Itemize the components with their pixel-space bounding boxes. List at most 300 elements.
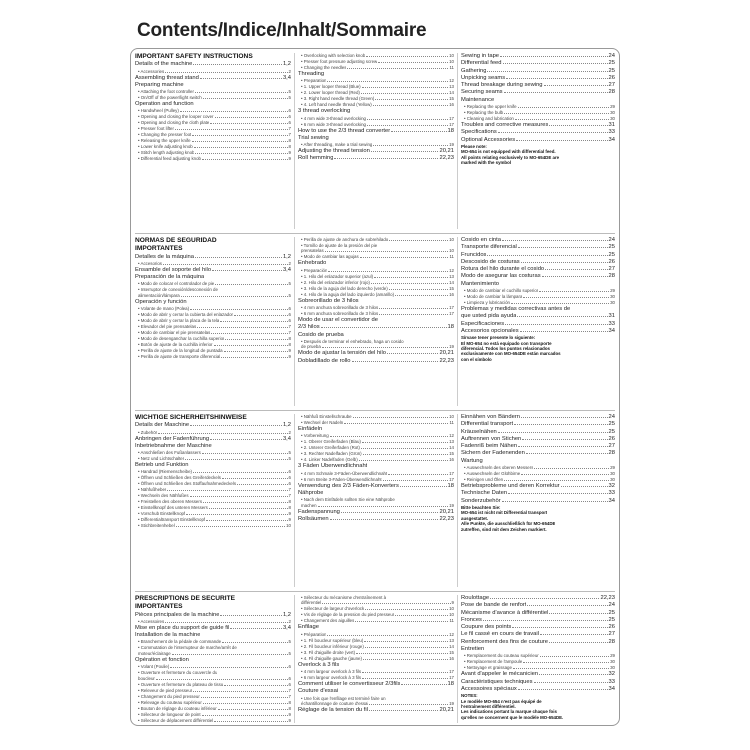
toc-entry-page: 30 xyxy=(610,116,615,122)
column-divider xyxy=(294,53,295,229)
dot-leader xyxy=(361,448,448,449)
dot-leader xyxy=(517,316,607,317)
toc-entry-page: 25 xyxy=(608,251,615,258)
toc-entry xyxy=(298,148,454,155)
toc-entry-page: 17 xyxy=(449,305,454,310)
toc-entry-page: 20,21 xyxy=(439,508,454,515)
toc-entry-title: • Changement des aiguilles xyxy=(301,618,355,624)
toc-entry-title: que usted pida ayuda xyxy=(461,313,517,320)
dot-leader xyxy=(176,526,285,527)
toc-entry xyxy=(298,155,454,162)
dot-leader xyxy=(360,257,449,258)
toc-entry-title: Preparación de la máquina xyxy=(135,274,205,281)
dot-leader xyxy=(504,92,608,93)
dot-leader xyxy=(192,135,287,136)
toc-entry-title: prensatelas xyxy=(301,248,324,254)
dot-leader xyxy=(514,424,607,425)
toc-entry-title: • Volant (Poulie) xyxy=(138,664,170,670)
toc-entry-title: Le modèle MO-654 n'est pas équipé de xyxy=(461,698,542,704)
toc-entry-page: 14 xyxy=(449,90,454,96)
toc-entry-page: 33 xyxy=(608,320,615,327)
toc-entry-page: 29 xyxy=(610,288,615,294)
toc-entry xyxy=(298,707,454,714)
toc-entry xyxy=(298,681,454,688)
toc-entry-title: échantillonnage de couture d'essai xyxy=(301,701,369,706)
toc-entry-title: • Modo de cambiar el pie prensatelas xyxy=(138,330,211,336)
dot-leader xyxy=(163,264,288,265)
section-fr-column-1 xyxy=(135,591,291,726)
toc-entry-title: boucleur xyxy=(138,675,155,681)
toc-entry-title: Please note: xyxy=(461,143,487,149)
toc-entry-title: • Attaching the foot controller xyxy=(138,89,194,95)
dot-leader xyxy=(520,331,608,332)
toc-entry-title: • Une fois que l'enfilage est terminé faire un xyxy=(301,695,386,701)
toc-entry xyxy=(461,610,615,617)
dot-leader xyxy=(356,653,448,654)
toc-entry-title: Mécanisme d'avance à différentiel xyxy=(461,609,549,616)
toc-entry xyxy=(135,156,291,162)
toc-entry-title: • Presser foot lifter xyxy=(138,126,174,132)
toc-entry-title: Differential feed xyxy=(461,60,502,67)
dot-leader xyxy=(322,347,448,348)
toc-entry-title: • Freistellen des oberen Messers xyxy=(138,499,203,505)
toc-entry xyxy=(461,595,615,602)
toc-entry-page: 12 xyxy=(449,433,454,439)
toc-entry-title: • 3. Fil d'aiguille droite (vert) xyxy=(301,649,356,655)
toc-entry xyxy=(135,612,291,619)
toc-entry xyxy=(135,245,291,253)
toc-entry-title: machen xyxy=(301,502,317,508)
toc-entry-title: Mantenimiento xyxy=(461,280,500,287)
toc-entry xyxy=(461,321,615,328)
toc-entry-title: • 4 mm largeur overlock à 3 fils xyxy=(301,669,362,674)
toc-entry-page: 7 xyxy=(288,132,291,138)
dot-leader xyxy=(202,159,288,160)
toc-entry-page: 30 xyxy=(610,471,615,477)
toc-entry-page: 1,2 xyxy=(282,253,291,260)
toc-entry-title: Réglage de la tension du fil xyxy=(298,707,368,713)
dot-leader xyxy=(366,56,448,57)
dot-leader xyxy=(218,709,288,710)
toc-entry-page: 26 xyxy=(608,258,615,265)
toc-entry-page: 34 xyxy=(608,685,615,692)
toc-entry-title: • Perilla de ajuste de transporte diferencial xyxy=(138,354,221,360)
toc-entry xyxy=(461,617,615,624)
dot-leader xyxy=(549,613,607,614)
dot-leader xyxy=(209,508,288,509)
toc-entry-title: MO-654 is not equipped with differential feed. xyxy=(461,149,556,155)
toc-entry-page: 13 xyxy=(449,439,454,445)
dot-leader xyxy=(194,147,288,148)
toc-entry-title: Couture d'essai xyxy=(298,688,339,695)
toc-entry xyxy=(135,657,291,664)
toc-entry-title: • Sélecteur du mécanisme d'entraînement à xyxy=(301,595,387,600)
page-title: Contents/Indice/Inhalt/Sommaire xyxy=(137,20,427,41)
dot-leader xyxy=(483,620,608,621)
dot-leader xyxy=(330,436,448,437)
dot-leader xyxy=(540,656,609,657)
toc-entry-page: 11 xyxy=(449,254,454,260)
section-de-column-3 xyxy=(461,410,615,591)
toc-entry-title: • Limpieza y lubricación xyxy=(464,300,510,306)
toc-entry-title: Roulottage xyxy=(461,595,490,601)
toc-entry xyxy=(135,603,291,611)
dot-leader xyxy=(508,493,607,494)
dot-leader xyxy=(540,634,608,635)
column-divider xyxy=(457,595,458,723)
toc-entry-title: • 4 mm Schmale 3-Fäden-Überwendlichnaht xyxy=(301,470,388,476)
toc-entry-title: • Stitch length adjusting knob xyxy=(138,150,195,156)
toc-entry-title: Installation de la machine xyxy=(135,632,201,639)
toc-entry-title: Pièces principales de la machine xyxy=(135,611,220,618)
toc-entry xyxy=(135,595,291,603)
dot-leader xyxy=(172,654,288,655)
toc-entry-page: 15 xyxy=(449,649,454,655)
toc-entry xyxy=(461,624,615,631)
toc-entry-title: Le fil cassé en cours de travail xyxy=(461,631,539,638)
toc-entry-title: • Modo de abrir y cerrar la placa de la tela xyxy=(138,318,220,324)
section-de xyxy=(131,410,619,591)
toc-entry-page: 2 xyxy=(288,429,291,435)
dot-leader xyxy=(362,672,448,673)
toc-entry-title: • Botón de ajuste de la cuchilla inferior xyxy=(138,342,213,348)
dot-leader xyxy=(215,117,288,118)
toc-entry-page: 6 xyxy=(288,475,291,481)
dot-leader xyxy=(181,296,288,297)
toc-entry-title: Detalles de la máquina xyxy=(135,253,194,260)
toc-entry-title: • Elevador del pie prensatelas xyxy=(138,324,197,330)
toc-entry xyxy=(298,108,454,115)
toc-entry-page: 17 xyxy=(449,669,454,674)
toc-entry-page: 7 xyxy=(288,330,291,336)
toc-entry-page: 12 xyxy=(449,631,454,637)
toc-entry-title: Differential transport xyxy=(461,421,514,428)
toc-entry xyxy=(135,82,291,89)
toc-entry xyxy=(461,60,615,67)
toc-entry-page: 8 xyxy=(288,699,291,705)
dot-leader xyxy=(502,240,608,241)
toc-entry-page: 12 xyxy=(449,78,454,84)
dot-leader xyxy=(165,72,287,73)
toc-entry-page: 1,2 xyxy=(282,611,291,618)
dot-leader xyxy=(220,321,287,322)
toc-entry-page: 29 xyxy=(610,104,615,110)
toc-entry-title: Einfädeln xyxy=(298,426,323,432)
dot-leader xyxy=(222,478,288,479)
toc-entry-title: • Auswechseln der Glühbirne xyxy=(464,471,521,477)
toc-entry-page: 6 xyxy=(288,108,291,114)
toc-entry-page: 2 xyxy=(288,618,291,624)
dot-leader xyxy=(215,284,287,285)
toc-entry-title: Opération et fonction xyxy=(135,656,189,663)
toc-entry-title: Entretien xyxy=(461,646,485,653)
toc-entry xyxy=(461,266,615,273)
dot-leader xyxy=(322,603,450,604)
toc-entry xyxy=(135,299,291,306)
dot-leader xyxy=(534,682,608,683)
toc-entry xyxy=(461,281,615,288)
dot-leader xyxy=(503,63,608,64)
section-es-column-1 xyxy=(135,233,291,410)
toc-entry-title: Alle Punkte, die ausschließlich für MO-654DE xyxy=(461,521,556,527)
toc-entry-title: • 4. Fil d'aiguille gauche (jaune) xyxy=(301,655,362,661)
toc-entry-title: • Remplacement de l'ampoule xyxy=(464,659,523,665)
toc-entry-title: • Handwheel (Pulley) xyxy=(138,108,179,114)
toc-entry-title: • Commutation de l'interrupteur de marche/arrêt de xyxy=(138,645,237,651)
toc-entry-page: 11 xyxy=(449,420,454,425)
note-line xyxy=(461,160,615,165)
toc-entry-title: Les indications portant la marque chaque fois xyxy=(461,709,557,715)
toc-entry-title: Modo de usar el convertidor de xyxy=(298,317,378,323)
toc-entry-title: Mise en place du support de guide fil xyxy=(135,624,230,631)
dot-leader xyxy=(193,472,288,473)
note-line xyxy=(461,527,615,532)
dot-leader xyxy=(542,276,608,277)
dot-leader xyxy=(367,119,448,120)
section-es-column-3 xyxy=(461,233,615,410)
toc-entry-page: 11 xyxy=(449,65,454,70)
toc-entry-page: 9 xyxy=(288,517,291,523)
toc-entry xyxy=(461,252,615,259)
toc-entry-page: 12 xyxy=(449,267,454,273)
toc-entry-title: Rollsäumen xyxy=(298,515,329,522)
toc-entry xyxy=(298,662,454,669)
dot-leader xyxy=(165,622,287,623)
toc-entry-title: • Changing the presser foot xyxy=(138,132,192,138)
toc-entry-page: 1,2 xyxy=(282,422,291,429)
dot-leader xyxy=(222,642,287,643)
toc-entry-page: 28 xyxy=(608,450,615,457)
toc-entry-title: • Differential feed adjusting knob xyxy=(138,156,201,162)
toc-entry-page: 10 xyxy=(449,53,454,58)
toc-entry-page: 20,21 xyxy=(439,707,454,713)
toc-entry-page: 33 xyxy=(608,678,615,685)
toc-entry-title: • Nähfußheber xyxy=(138,487,167,493)
column-divider xyxy=(457,414,458,587)
toc-entry-page: 27 xyxy=(608,443,615,450)
toc-entry-page: 30 xyxy=(610,300,615,306)
toc-entry-page: 25 xyxy=(608,421,615,428)
toc-entry-title: Auftrennen von Stichen xyxy=(461,435,522,442)
dot-leader xyxy=(206,520,287,521)
dot-leader xyxy=(212,270,282,271)
toc-entry-title: Details of the machine xyxy=(135,61,193,68)
toc-entry-title: • Changing the needles xyxy=(301,65,347,70)
dot-leader xyxy=(518,446,607,447)
toc-entry-page: 7 xyxy=(288,324,291,330)
toc-entry-title: • Accessories xyxy=(138,68,165,74)
toc-entry-page: 16 xyxy=(449,457,454,463)
toc-entry-page: 5 xyxy=(288,281,291,287)
dot-leader xyxy=(522,439,607,440)
toc-entry-page: 22,23 xyxy=(439,357,454,364)
dot-leader xyxy=(156,679,288,680)
column-divider xyxy=(457,53,458,229)
toc-entry-page: 13 xyxy=(449,84,454,90)
toc-entry-page: 25 xyxy=(608,60,615,67)
dot-leader xyxy=(175,129,288,130)
toc-entry-page: 31 xyxy=(608,122,615,129)
toc-entry-title: MO-654 ist nicht mit Differential transport xyxy=(461,510,548,516)
toc-entry-title: • Interruptor de conexión/desconexión de xyxy=(138,287,218,293)
toc-entry-title: Threading xyxy=(298,71,325,77)
toc-entry-page: 10 xyxy=(449,414,454,419)
dot-leader xyxy=(365,647,448,648)
toc-entry-page: 22,23 xyxy=(600,595,615,601)
toc-entry-page: 3,4 xyxy=(282,266,291,273)
toc-entry-title: • Anschließen des Fußanlassers xyxy=(138,450,201,456)
toc-entry-page: 15 xyxy=(449,285,454,291)
toc-entry-title: Fronces xyxy=(461,616,482,623)
toc-entry-page: 3,4 xyxy=(282,624,291,631)
toc-entry-page: 24 xyxy=(608,602,615,609)
toc-entry-title: • Releveur de pied presseur xyxy=(138,687,193,693)
dot-leader xyxy=(523,662,609,663)
toc-entry-page: 2 xyxy=(288,260,291,266)
dot-leader xyxy=(378,62,448,63)
dot-leader xyxy=(210,123,287,124)
toc-entry-title: Bitte beachten Sie: xyxy=(461,504,501,510)
dot-leader xyxy=(202,453,288,454)
toc-entry-title: • Nähfuß Einstellschraube xyxy=(301,414,352,419)
dot-leader xyxy=(203,502,288,503)
toc-entry-title: Verwendung des 2/3 Fäden-Konverters xyxy=(298,482,399,489)
toc-entry-title: • Sélecteur de longueur de point xyxy=(138,711,201,717)
toc-entry-title: • 3. Rechter Nadelfaden (Grün) xyxy=(301,451,362,457)
toc-entry-page: 15 xyxy=(449,96,454,102)
toc-entry-title: Descosido de costuras xyxy=(461,258,520,265)
toc-entry-page: 5 xyxy=(288,292,291,298)
toc-entry xyxy=(135,75,291,82)
toc-entry xyxy=(135,414,291,422)
section-de-column-2 xyxy=(298,410,454,591)
dot-leader xyxy=(371,283,448,284)
toc-entry-page: 33 xyxy=(608,129,615,136)
section-en xyxy=(131,49,619,233)
toc-entry-page: 31 xyxy=(608,313,615,320)
dot-leader xyxy=(521,474,609,475)
toc-entry-page: 30 xyxy=(610,110,615,116)
toc-entry-page: 17 xyxy=(449,311,454,316)
toc-entry-title: • Modo de abrir y cerrar la cubierta del enlazador xyxy=(138,312,234,318)
dot-leader xyxy=(195,257,282,258)
toc-entry-title: All points relating exclusively to MO-654DE are xyxy=(461,154,560,160)
dot-leader xyxy=(321,327,447,328)
dot-leader xyxy=(512,627,607,628)
toc-entry-page: 18 xyxy=(447,681,454,687)
toc-entry-title: • Vis de réglage de la pression du pied presseur xyxy=(301,612,395,618)
toc-entry-title: • Preparación xyxy=(301,267,328,273)
toc-entry-title: Nähprobe xyxy=(298,489,324,496)
toc-entry-page: 34 xyxy=(608,327,615,334)
toc-entry-title: • 4 mm anchura sobreorillado de 3 hilos xyxy=(301,305,379,310)
dot-leader xyxy=(549,125,607,126)
dot-leader xyxy=(224,685,287,686)
toc-entry-title: Troubles and corrective measures xyxy=(461,122,549,129)
dot-leader xyxy=(197,327,287,328)
note-line xyxy=(461,357,615,362)
dot-leader xyxy=(201,697,288,698)
dot-leader xyxy=(330,519,439,520)
toc-entry-page: 18 xyxy=(447,127,454,134)
dot-leader xyxy=(186,514,287,515)
section-en-column-1 xyxy=(135,49,291,233)
toc-entry xyxy=(135,443,291,450)
dot-leader xyxy=(369,704,448,705)
toc-entry-title: • 6 mm anchura sobreorillado de 3 hilos xyxy=(301,311,379,316)
toc-entry-page: 17 xyxy=(449,675,454,680)
dot-leader xyxy=(334,158,438,159)
toc-entry-title: Especificaciones xyxy=(461,320,505,327)
toc-entry-title: Renforcement des fins de couture xyxy=(461,638,549,645)
dot-leader xyxy=(365,609,448,610)
toc-entry-title: • Sélecteur de déplacement différentiel xyxy=(138,717,214,723)
toc-entry xyxy=(461,75,615,82)
toc-entry-page: 9 xyxy=(288,156,291,162)
toc-entry-title: IMPORTANT SAFETY INSTRUCTIONS xyxy=(135,53,253,60)
toc-entry-title: • Öffnen und Schließen des Stoffaufnahmedeckels xyxy=(138,481,237,487)
toc-entry-title: Technische Daten xyxy=(461,490,508,497)
toc-entry xyxy=(461,458,615,465)
toc-entry-title: IMPORTANTES xyxy=(135,603,183,611)
toc-entry-page: 24 xyxy=(608,53,615,59)
toc-entry xyxy=(461,89,615,96)
dot-leader xyxy=(379,308,448,309)
toc-entry xyxy=(461,237,615,244)
toc-entry-title: Sonderzubehör xyxy=(461,497,501,504)
toc-entry-page: 7 xyxy=(288,687,291,693)
toc-entry-page: 6 xyxy=(288,306,291,312)
toc-entry-title: 2/3 hilos xyxy=(298,324,320,331)
dot-leader xyxy=(395,615,448,616)
dot-leader xyxy=(325,251,448,252)
dot-leader xyxy=(375,99,448,100)
toc-entry-page: 1,2 xyxy=(282,61,291,68)
toc-entry-title: • Ouverture et fermeture du couvercle du xyxy=(138,670,218,676)
toc-entry-page: 6 xyxy=(288,681,291,687)
toc-entry xyxy=(298,324,454,331)
toc-entry xyxy=(298,128,454,135)
toc-entry xyxy=(135,354,291,360)
dot-leader xyxy=(504,480,609,481)
section-de-column-1 xyxy=(135,410,291,591)
toc-entry-title: différentiel xyxy=(301,600,322,606)
dot-leader xyxy=(498,432,608,433)
toc-entry-title: • Vorbereitung xyxy=(301,433,329,439)
toc-entry-page: 18 xyxy=(447,482,454,489)
toc-entry xyxy=(135,436,291,443)
toc-entry xyxy=(461,686,615,693)
toc-entry-title: marked with the symbol xyxy=(461,160,512,166)
dot-leader xyxy=(224,351,288,352)
toc-entry-page: 30 xyxy=(610,659,615,665)
dot-leader xyxy=(220,615,282,616)
contents-frame xyxy=(130,48,620,726)
toc-entry-title: • After threading, make a trial sewing xyxy=(301,142,373,148)
toc-entry xyxy=(298,350,454,357)
toc-entry-title: • Perilla de ajuste de anchura de sobrehilado xyxy=(301,237,389,242)
dot-leader xyxy=(523,297,609,298)
toc-entry xyxy=(135,101,291,108)
toc-entry-title: • 3. Right hand needle thread (Green) xyxy=(301,96,375,102)
toc-entry xyxy=(298,509,454,516)
toc-entry-title: • Perilla de ajuste de la longitud de puntada xyxy=(138,348,223,354)
toc-entry-title: • Reinigen und Ölen xyxy=(464,477,504,483)
toc-entry-title: • 2. Fil boucleur inférieur (rouge) xyxy=(301,643,364,649)
toc-entry-page: 6 xyxy=(288,481,291,487)
dot-leader xyxy=(521,417,608,418)
toc-entry-title: • Differentialtransport Einstellknopf xyxy=(138,517,206,523)
